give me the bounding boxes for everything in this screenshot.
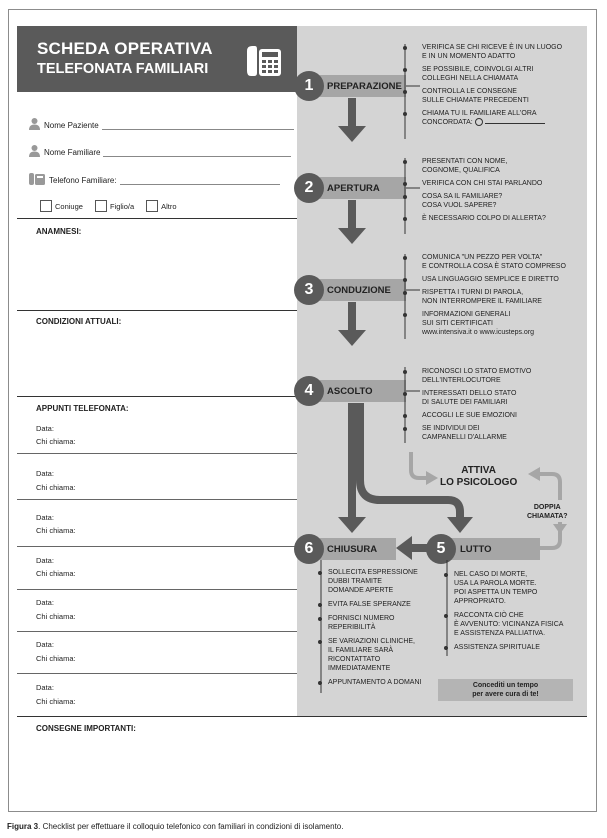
step-1-item: CONTROLLA LE CONSEGNE SULLE CHIAMATE PRECEDENTI: [404, 87, 589, 105]
time-line[interactable]: [485, 123, 545, 124]
step-1-item: SE POSSIBILE, COINVOLGI ALTRI COLLEGHI NELLA CHIAMATA: [404, 65, 589, 83]
call-caller-label: Chi chiama:: [36, 697, 76, 706]
step-5-items: [444, 570, 584, 657]
call-date-label: Data:: [36, 598, 54, 607]
doppia-chiamata: DOPPIA CHIAMATA?: [527, 504, 568, 520]
family-phone-label: Telefono Familiare:: [49, 176, 117, 185]
step-4-item: SE INDIVIDUI DEI CAMPANELLI D'ALLARME: [404, 424, 589, 442]
step-number-5: 5: [426, 534, 456, 564]
step-label-6: CHIUSURA: [327, 544, 378, 555]
family-name-label: Nome Familiare: [44, 148, 101, 157]
step-number-6: 6: [294, 534, 324, 564]
call-caller-label: Chi chiama:: [36, 437, 76, 446]
call-caller-label: Chi chiama:: [36, 526, 76, 535]
step-1-items: [404, 43, 589, 131]
call-caller-label: Chi chiama:: [36, 569, 76, 578]
caption-label: Figura 3: [7, 822, 39, 831]
step-6-items: [318, 568, 428, 692]
step-5-item: RACCONTA CIÒ CHE È AVVENUTO: VICINANZA FISICA E ASSISTENZA PALLIATIVA.: [444, 611, 584, 638]
call-date-label: Data:: [36, 424, 54, 433]
step-4-items: [404, 367, 589, 446]
call-caller-label: Chi chiama:: [36, 483, 76, 492]
step-2-item: COSA SA IL FAMILIARE? COSA VUOL SAPERE?: [404, 192, 589, 210]
appunti-title: APPUNTI TELEFONATA:: [36, 404, 129, 413]
step-number-4: 4: [294, 376, 324, 406]
step-6-item: APPUNTAMENTO A DOMANI: [318, 678, 428, 687]
form-title-line1: SCHEDA OPERATIVA: [37, 39, 213, 58]
call-date-label: Data:: [36, 469, 54, 478]
step-2-items: [404, 157, 589, 227]
step-label-3: CONDUZIONE: [327, 285, 391, 296]
step-6-item: SE VARIAZIONI CLINICHE, IL FAMILIARE SARÀ RICONTATTATO IMMEDIATAMENTE: [318, 637, 428, 673]
step-5-item: NEL CASO DI MORTE, USA LA PAROLA MORTE. POI ASPETTA UN TEMPO APPROPRIATO.: [444, 570, 584, 606]
step-label-5: LUTTO: [460, 544, 492, 555]
step-6-item: EVITA FALSE SPERANZE: [318, 600, 428, 609]
step-5-item: ASSISTENZA SPIRITUALE: [444, 643, 584, 652]
consegne-title: CONSEGNE IMPORTANTI:: [36, 724, 136, 733]
call-caller-label: Chi chiama:: [36, 612, 76, 621]
call-date-label: Data:: [36, 513, 54, 522]
checkbox-coniuge[interactable]: Coniuge: [40, 200, 83, 212]
form-title-line2: TELEFONATA FAMILIARI: [37, 61, 209, 77]
step-4-item: RICONOSCI LO STATO EMOTIVO DELL'INTERLOCUTORE: [404, 367, 589, 385]
step-2-item: PRESENTATI CON NOME, COGNOME, QUALIFICA: [404, 157, 589, 175]
step-label-2: APERTURA: [327, 183, 380, 194]
figure-caption: [7, 822, 343, 831]
step-2-item: È NECESSARIO COLPO DI ALLERTA?: [404, 214, 589, 223]
step-3-item: RISPETTA I TURNI DI PAROLA, NON INTERROMPERE IL FAMILIARE: [404, 288, 589, 306]
patient-name-label: Nome Paziente: [44, 121, 99, 130]
checkbox-altro[interactable]: Altro: [146, 200, 176, 212]
step-1-item: VERIFICA SE CHI RICEVE È IN UN LUOGO E IN UN MOMENTO ADATTO: [404, 43, 589, 61]
call-date-label: Data:: [36, 556, 54, 565]
step-label-1: PREPARAZIONE: [327, 81, 402, 92]
step-3-item: INFORMAZIONI GENERALI SUI SITI CERTIFICATI www.intensiva.it o www.icusteps.org: [404, 310, 589, 337]
caption-text: . Checklist per effettuare il colloquio telefonico con familiari in condizioni di isolamento.: [38, 822, 344, 831]
step-3-item: COMUNICA "UN PEZZO PER VOLTA" E CONTROLLA COSA È STATO COMPRESO: [404, 253, 589, 271]
anamnesi-title: ANAMNESI:: [36, 227, 82, 236]
step-number-2: 2: [294, 173, 324, 203]
clock-icon: [475, 118, 483, 126]
step-label-4: ASCOLTO: [327, 386, 373, 397]
step-6-item: FORNISCI NUMERO REPERIBILITÀ: [318, 614, 428, 632]
call-caller-label: Chi chiama:: [36, 654, 76, 663]
step-1-item: CHIAMA TU IL FAMILIARE ALL'ORA CONCORDATA:: [404, 109, 589, 127]
step-number-3: 3: [294, 275, 324, 305]
attiva-psicologo: ATTIVA LO PSICOLOGO: [440, 465, 518, 488]
step-number-1: 1: [294, 71, 324, 101]
step-6-item: SOLLECITA ESPRESSIONE DUBBI TRAMITE DOMANDE APERTE: [318, 568, 428, 595]
call-date-label: Data:: [36, 640, 54, 649]
self-care-note: Concediti un tempo per avere cura di te!: [438, 679, 573, 701]
step-3-items: [404, 253, 589, 341]
step-2-item: VERIFICA CON CHI STAI PARLANDO: [404, 179, 589, 188]
step-3-item: USA LINGUAGGIO SEMPLICE E DIRETTO: [404, 275, 589, 284]
step-4-item: ACCOGLI LE SUE EMOZIONI: [404, 411, 589, 420]
condizioni-title: CONDIZIONI ATTUALI:: [36, 317, 122, 326]
call-date-label: Data:: [36, 683, 54, 692]
step-4-item: INTERESSATI DELLO STATO DI SALUTE DEI FAMILIARI: [404, 389, 589, 407]
checkbox-figlio[interactable]: Figlio/a: [95, 200, 134, 212]
